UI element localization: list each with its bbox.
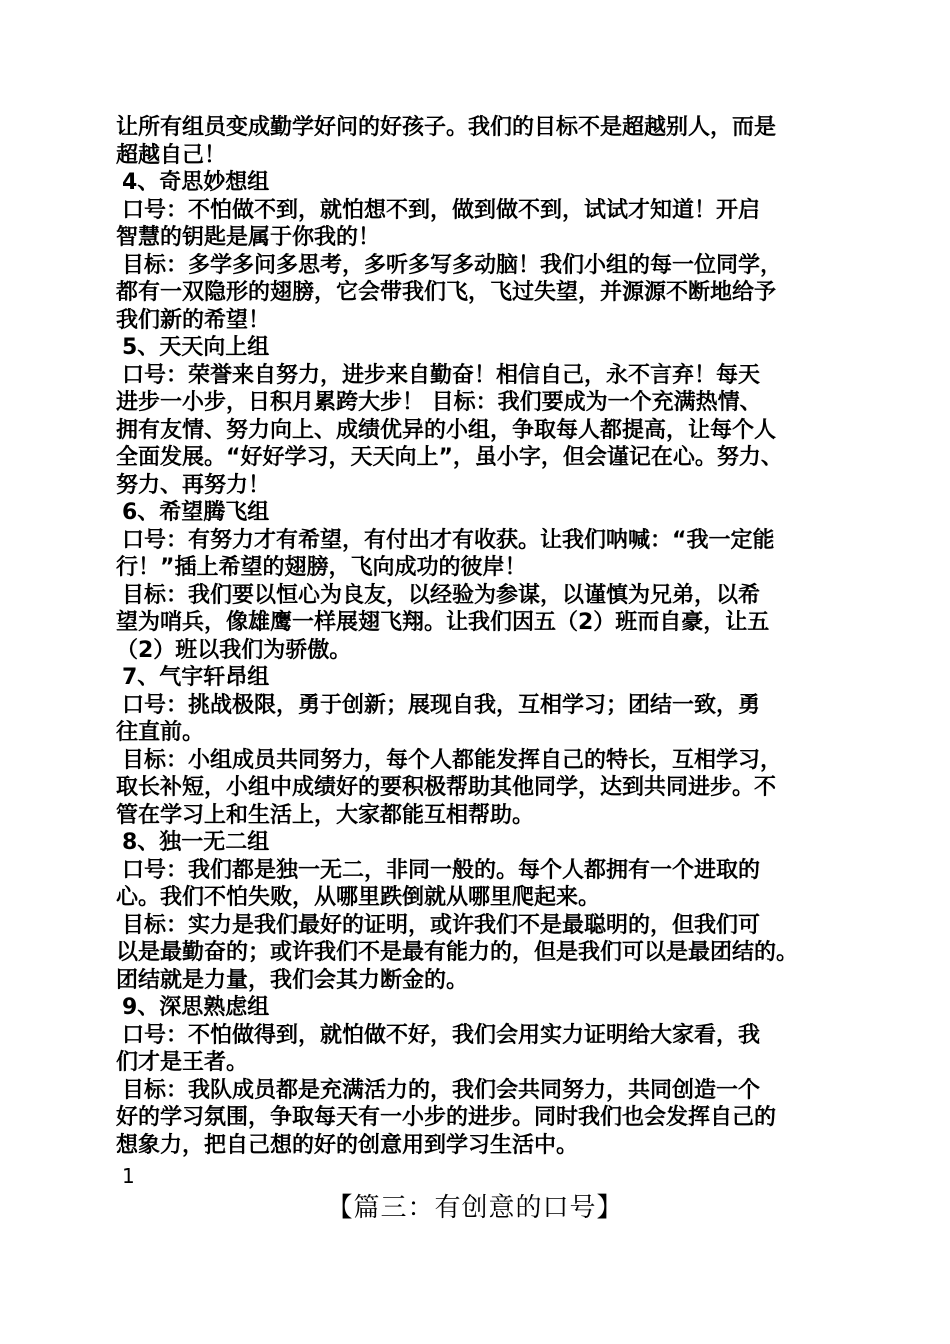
group-heading: 8、独一无二组	[122, 830, 270, 855]
goal-line: 目标：多学多问多思考，多听多写多动脑！我们小组的每一位同学，	[122, 252, 783, 278]
group-heading: 5、天天向上组	[122, 335, 270, 360]
text-line: 行！”插上希望的翅膀，飞向成功的彼岸！	[116, 555, 527, 580]
text-line: 好的学习氛围，争取每天有一小步的进步。同时我们也会发挥自己的	[116, 1105, 777, 1130]
text-line: 往直前。	[116, 720, 205, 745]
text-line: 让所有组员变成勤学好问的好孩子。我们的目标不是超越别人，而是	[116, 115, 777, 140]
text-line: 心。我们不怕失败，从哪里跌倒就从哪里爬起来。	[116, 885, 601, 910]
text-line: 进步一小步，日积月累跨大步！ 目标：我们要成为一个充满热情、	[116, 390, 762, 415]
text-line: 团结就是力量，我们会其力断金的。	[116, 967, 469, 993]
text-line: 全面发展。“好好学习，天天向上”，虽小字，但会谨记在心。努力、	[116, 445, 783, 470]
text-line: 望为哨兵，像雄鹰一样展翅飞翔。让我们因五（2）班而自豪，让五	[116, 610, 770, 635]
text-line: 管在学习上和生活上，大家都能互相帮助。	[116, 802, 535, 828]
slogan-line: 口号：不怕做不到，就怕想不到，做到做不到，试试才知道！开启	[122, 197, 761, 223]
text-line: 取长补短，小组中成绩好的要积极帮助其他同学，达到共同进步。不	[116, 775, 777, 800]
document-body	[116, 114, 846, 1159]
text-line: 拥有友情、努力向上、成绩优异的小组，争取每人都提高，让每个人	[116, 417, 777, 443]
slogan-line: 口号：不怕做得到，就怕做不好，我们会用实力证明给大家看，我	[122, 1022, 761, 1048]
group-heading: 7、气宇轩昂组	[122, 665, 270, 690]
text-line: （2）班以我们为骄傲。	[116, 637, 352, 663]
page-number: 1	[122, 1164, 135, 1188]
text-line: 超越自己！	[116, 142, 227, 168]
text-line: 们才是王者。	[116, 1050, 249, 1075]
text-line: 以是最勤奋的；或许我们不是最有能力的，但是我们可以是最团结的。	[116, 940, 799, 965]
goal-line: 目标：实力是我们最好的证明，或许我们不是最聪明的，但我们可	[122, 912, 761, 938]
slogan-line: 口号：有努力才有希望，有付出才有收获。让我们呐喊：“我一定能	[122, 527, 775, 553]
slogan-line: 口号：挑战极限，勇于创新；展现自我，互相学习；团结一致，勇	[122, 692, 761, 718]
goal-line: 目标：我们要以恒心为良友，以经验为参谋，以谨慎为兄弟，以希	[122, 582, 761, 608]
text-line: 努力、再努力！	[116, 472, 271, 498]
slogan-line: 口号：我们都是独一无二，非同一般的。每个人都拥有一个进取的	[122, 857, 761, 883]
goal-line: 目标：我队成员都是充满活力的，我们会共同努力，共同创造一个	[122, 1077, 761, 1103]
text-line: 都有一双隐形的翅膀，它会带我们飞，飞过失望，并源源不断地给予	[116, 280, 777, 305]
slogan-line: 口号：荣誉来自努力，进步来自勤奋！相信自己，永不言弃！每天	[122, 362, 761, 388]
group-heading: 4、奇思妙想组	[122, 170, 270, 195]
group-heading: 6、希望腾飞组	[122, 500, 270, 525]
text-line: 想象力，把自己想的好的创意用到学习生活中。	[116, 1132, 579, 1158]
text-line: 智慧的钥匙是属于你我的！	[116, 225, 381, 250]
group-heading: 9、深思熟虑组	[122, 995, 270, 1020]
text-line: 我们新的希望！	[116, 307, 271, 333]
section-title: 【篇三：有创意的口号】	[326, 1193, 624, 1223]
goal-line: 目标：小组成员共同努力，每个人都能发挥自己的特长，互相学习，	[122, 747, 783, 773]
